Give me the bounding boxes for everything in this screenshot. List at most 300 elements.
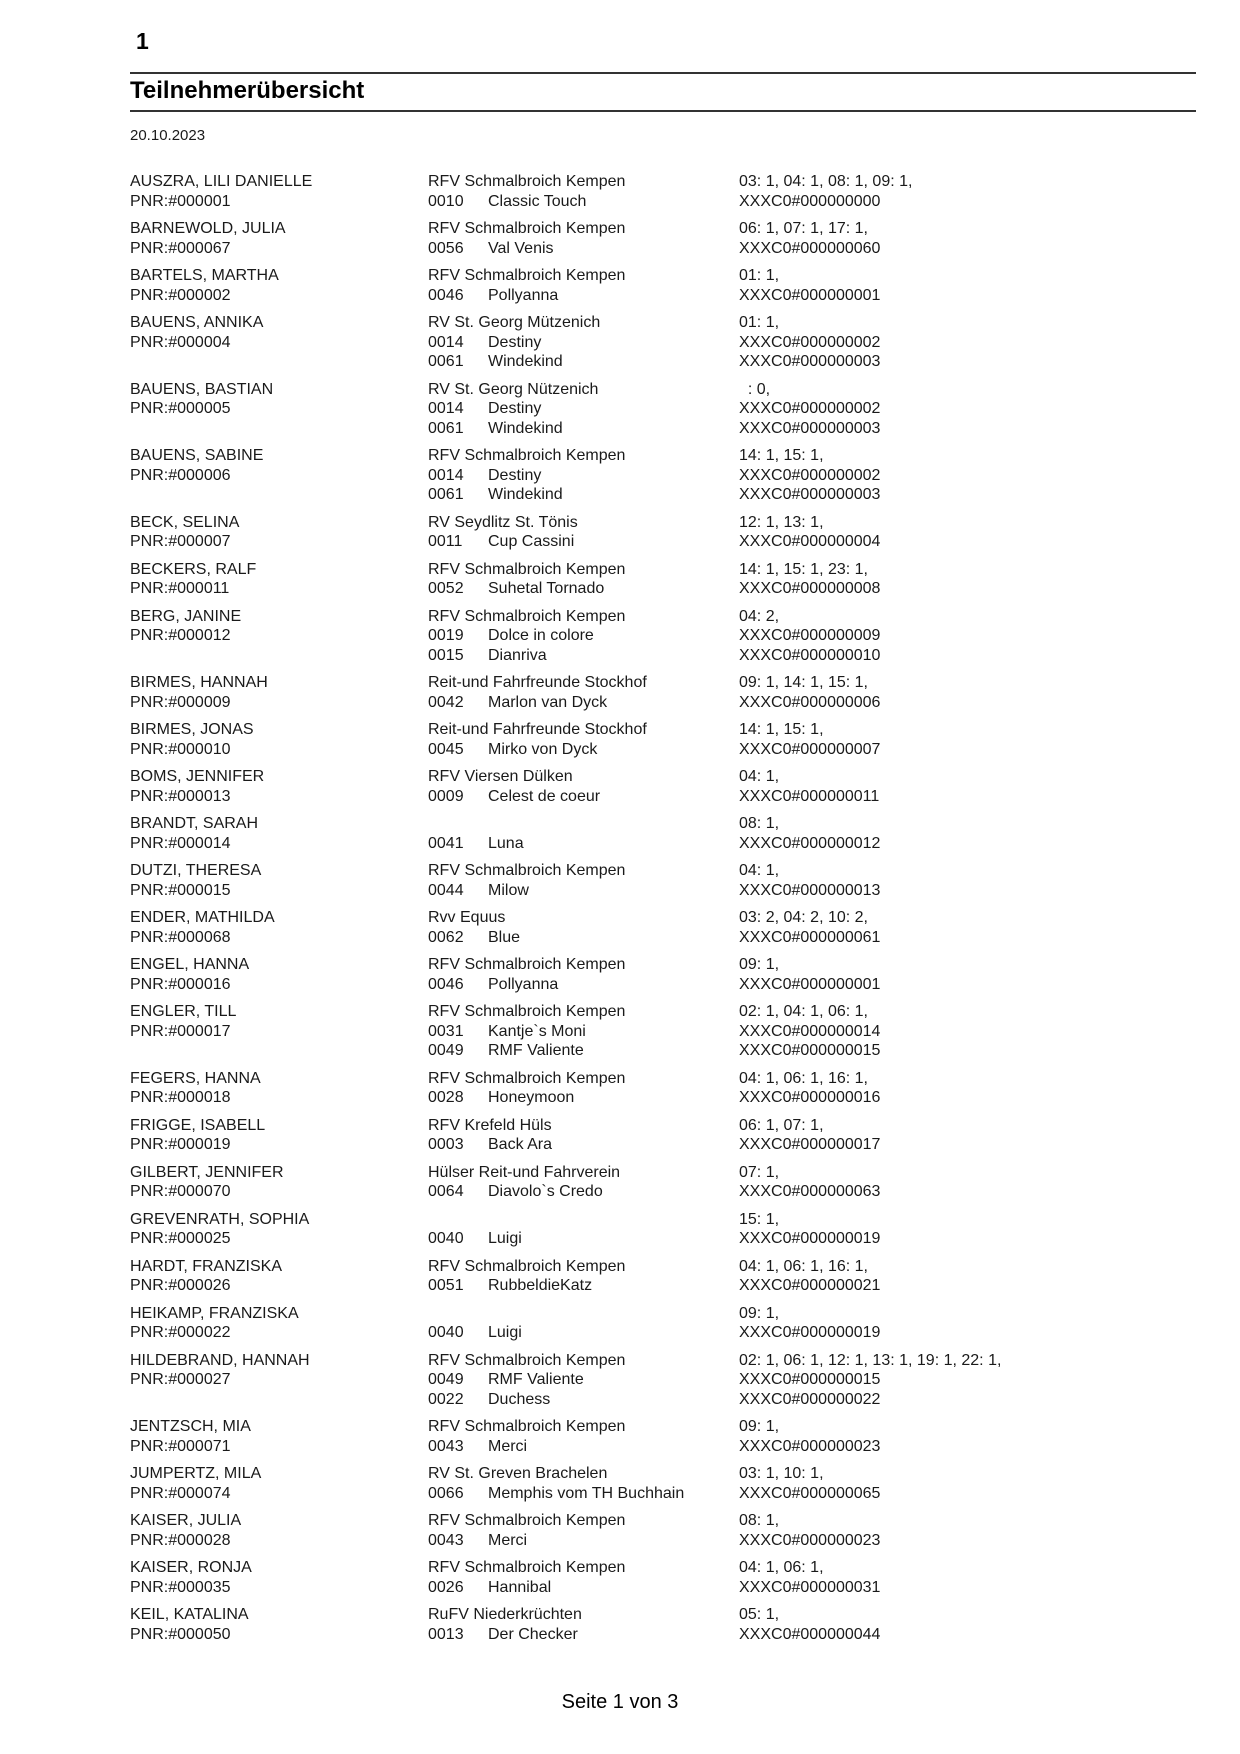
- participant-pnr: PNR:#000025: [130, 1230, 231, 1247]
- horse-code: XXXC0#000000015: [739, 1042, 881, 1059]
- club-horse-column: [428, 1511, 739, 1550]
- horse-number: 0011: [428, 533, 463, 550]
- horse-name: Kantje`s Moni: [488, 1022, 586, 1040]
- horse-row: [428, 532, 739, 552]
- class-code-column: [739, 1257, 1196, 1296]
- club-horse-column: [428, 380, 739, 439]
- participant-pnr: PNR:#000007: [130, 533, 231, 550]
- club-name: RFV Krefeld Hüls: [428, 1116, 552, 1134]
- horse-number: 0051: [428, 1277, 464, 1294]
- participant-pnr: PNR:#000035: [130, 1578, 231, 1596]
- club-horse-column: [428, 172, 739, 211]
- participant-name: GREVENRATH, SOPHIA: [130, 1210, 310, 1228]
- horse-code: XXXC0#000000003: [739, 486, 881, 503]
- horse-number: 0061: [428, 486, 464, 503]
- class-code-column: [739, 1351, 1196, 1410]
- horse-row: [428, 1390, 739, 1410]
- horse-row: [428, 928, 739, 948]
- participant-entry: [130, 1464, 1196, 1503]
- class-code-column: [739, 1511, 1196, 1550]
- class-code-column: [739, 1304, 1196, 1343]
- horse-number: 0061: [428, 419, 464, 437]
- participant-entry: [130, 1511, 1196, 1550]
- horse-row: [428, 834, 739, 854]
- participant-name: BECKERS, RALF: [130, 560, 257, 578]
- horse-name: Cup Cassini: [488, 533, 575, 550]
- club-name: RFV Viersen Dülken: [428, 768, 573, 785]
- horse-name: RubbeldieKatz: [488, 1277, 593, 1294]
- club-name: RFV Schmalbroich Kempen: [428, 862, 626, 879]
- club-name: RFV Schmalbroich Kempen: [428, 1351, 626, 1369]
- horse-row: [428, 1276, 739, 1296]
- class-entries: 12: 1, 13: 1,: [739, 513, 824, 531]
- club-name: Rvv Equus: [428, 909, 506, 926]
- horse-row: [428, 1323, 739, 1343]
- club-name: RFV Schmalbroich Kempen: [428, 1069, 626, 1087]
- page-footer: Seite 1 von 3: [561, 1691, 679, 1713]
- horse-code: XXXC0#000000002: [739, 400, 881, 417]
- horse-code: XXXC0#000000001: [739, 286, 881, 304]
- horse-number: 0061: [428, 353, 464, 370]
- horse-row: [428, 485, 739, 505]
- club-horse-column: [428, 1069, 739, 1108]
- horse-code: XXXC0#000000004: [739, 533, 881, 550]
- horse-code: XXXC0#000000012: [739, 834, 881, 852]
- participant-pnr: PNR:#000011: [130, 580, 230, 597]
- participant-name: ENGLER, TILL: [130, 1003, 237, 1020]
- horse-name: Luigi: [488, 1230, 522, 1247]
- horse-code: XXXC0#000000019: [739, 1230, 881, 1247]
- horse-row: [428, 333, 739, 353]
- participant-column: [130, 1558, 428, 1597]
- horse-code: XXXC0#000000006: [739, 693, 881, 711]
- horse-name: Mirko von Dyck: [488, 740, 598, 758]
- class-entries: 04: 1, 06: 1, 16: 1,: [739, 1069, 868, 1087]
- class-code-column: [739, 607, 1196, 666]
- horse-name: Marlon van Dyck: [488, 693, 608, 711]
- participant-name: GILBERT, JENNIFER: [130, 1163, 284, 1181]
- horse-code: XXXC0#000000007: [739, 740, 881, 758]
- club-horse-column: [428, 814, 739, 853]
- horse-code: XXXC0#000000016: [739, 1089, 881, 1106]
- participant-name: KAISER, JULIA: [130, 1512, 242, 1529]
- class-code-column: [739, 266, 1196, 305]
- horse-number: 0010: [428, 192, 464, 210]
- participant-name: FRIGGE, ISABELL: [130, 1116, 266, 1134]
- participant-name: BRANDT, SARAH: [130, 815, 259, 832]
- participant-column: [130, 1351, 428, 1410]
- horse-code: XXXC0#000000023: [739, 1531, 881, 1549]
- participant-column: [130, 560, 428, 599]
- class-code-column: [739, 673, 1196, 712]
- horse-name: Classic Touch: [488, 192, 587, 210]
- participant-name: BIRMES, HANNAH: [130, 674, 268, 691]
- club-horse-column: [428, 1417, 739, 1456]
- horse-name: Milow: [488, 881, 529, 899]
- horse-row: [428, 419, 739, 439]
- participant-pnr: PNR:#000070: [130, 1183, 231, 1200]
- class-entries: 09: 1,: [739, 1418, 780, 1435]
- participant-pnr: PNR:#000017: [130, 1022, 231, 1040]
- class-code-column: [739, 814, 1196, 853]
- horse-row: [428, 286, 739, 306]
- horse-code: XXXC0#000000061: [739, 928, 881, 946]
- horse-number: 0043: [428, 1437, 464, 1455]
- class-code-column: [739, 313, 1196, 372]
- participant-entry: [130, 720, 1196, 759]
- club-name: [428, 814, 739, 834]
- horse-name: Destiny: [488, 333, 542, 351]
- horse-row: [428, 1437, 739, 1457]
- class-entries: 14: 1, 15: 1, 23: 1,: [739, 560, 868, 578]
- horse-number: 0042: [428, 693, 464, 711]
- horse-number: 0022: [428, 1390, 464, 1408]
- class-code-column: [739, 172, 1196, 211]
- horse-number: 0064: [428, 1183, 464, 1200]
- horse-row: [428, 1135, 739, 1155]
- horse-code: XXXC0#000000063: [739, 1183, 881, 1200]
- page-number: 1: [136, 28, 149, 54]
- horse-row: [428, 579, 739, 599]
- horse-code: XXXC0#000000010: [739, 646, 881, 664]
- horse-name: Luna: [488, 834, 524, 852]
- horse-row: [428, 1484, 739, 1504]
- horse-number: 0040: [428, 1230, 464, 1247]
- class-code-column: [739, 1558, 1196, 1597]
- club-name: RFV Schmalbroich Kempen: [428, 173, 626, 190]
- horse-row: [428, 399, 739, 419]
- horse-name: Suhetal Tornado: [488, 580, 605, 597]
- club-horse-column: [428, 673, 739, 712]
- club-name: Reit-und Fahrfreunde Stockhof: [428, 721, 647, 738]
- club-name: RFV Schmalbroich Kempen: [428, 267, 626, 284]
- club-name: RFV Schmalbroich Kempen: [428, 607, 626, 625]
- participant-pnr: PNR:#000018: [130, 1089, 231, 1106]
- participant-entry: [130, 1069, 1196, 1108]
- horse-code: XXXC0#000000023: [739, 1437, 881, 1455]
- participant-pnr: PNR:#000026: [130, 1277, 231, 1294]
- horse-name: Merci: [488, 1437, 528, 1455]
- club-name: RFV Schmalbroich Kempen: [428, 220, 626, 237]
- participant-pnr: PNR:#000015: [130, 881, 231, 899]
- horse-number: 0040: [428, 1324, 464, 1341]
- class-entries: : 0,: [739, 380, 771, 398]
- participant-entry: [130, 673, 1196, 712]
- horse-name: Blue: [488, 928, 521, 946]
- participant-pnr: PNR:#000005: [130, 400, 231, 417]
- horse-number: 0015: [428, 646, 464, 664]
- participant-pnr: PNR:#000014: [130, 834, 231, 852]
- participant-column: [130, 814, 428, 853]
- horse-name: Diavolo`s Credo: [488, 1183, 603, 1200]
- horse-code: XXXC0#000000002: [739, 466, 881, 484]
- participant-pnr: PNR:#000022: [130, 1324, 231, 1341]
- club-horse-column: [428, 446, 739, 505]
- participant-name: JUMPERTZ, MILA: [130, 1465, 262, 1482]
- horse-name: Celest de coeur: [488, 787, 601, 805]
- club-horse-column: [428, 560, 739, 599]
- class-entries: 09: 1, 14: 1, 15: 1,: [739, 674, 868, 691]
- horse-code: XXXC0#000000014: [739, 1022, 881, 1040]
- participant-column: [130, 861, 428, 900]
- participant-entry: [130, 172, 1196, 211]
- club-name: RFV Schmalbroich Kempen: [428, 1003, 626, 1020]
- class-code-column: [739, 446, 1196, 505]
- participant-name: BOMS, JENNIFER: [130, 768, 265, 785]
- horse-number: 0026: [428, 1578, 464, 1596]
- club-name: RV St. Georg Nützenich: [428, 380, 599, 398]
- horse-code: XXXC0#000000001: [739, 975, 881, 993]
- horse-row: [428, 646, 739, 666]
- participant-name: BARNEWOLD, JULIA: [130, 220, 286, 237]
- participant-entry: [130, 861, 1196, 900]
- class-entries: 08: 1,: [739, 1512, 780, 1529]
- class-code-column: [739, 955, 1196, 994]
- class-code-column: [739, 380, 1196, 439]
- horse-number: 0019: [428, 627, 464, 644]
- horse-row: [428, 1022, 739, 1042]
- class-entries: 04: 1,: [739, 768, 780, 785]
- participant-column: [130, 607, 428, 666]
- horse-row: [428, 239, 739, 259]
- participant-name: BAUENS, BASTIAN: [130, 380, 274, 398]
- horse-code: XXXC0#000000022: [739, 1390, 881, 1408]
- club-horse-column: [428, 1002, 739, 1061]
- participant-pnr: PNR:#000013: [130, 787, 231, 805]
- horse-name: Duchess: [488, 1390, 551, 1408]
- class-code-column: [739, 1210, 1196, 1249]
- club-name: RFV Schmalbroich Kempen: [428, 560, 626, 578]
- horse-name: Memphis vom TH Buchhain: [488, 1484, 685, 1502]
- participant-column: [130, 955, 428, 994]
- horse-name: Pollyanna: [488, 975, 559, 993]
- participant-entry: [130, 513, 1196, 552]
- horse-code: XXXC0#000000021: [739, 1277, 881, 1294]
- horse-name: Honeymoon: [488, 1089, 575, 1106]
- class-entries: 05: 1,: [739, 1606, 780, 1623]
- participant-column: [130, 313, 428, 372]
- participant-pnr: PNR:#000019: [130, 1136, 231, 1153]
- class-code-column: [739, 219, 1196, 258]
- club-horse-column: [428, 313, 739, 372]
- participant-column: [130, 513, 428, 552]
- horse-row: [428, 1088, 739, 1108]
- horse-row: [428, 693, 739, 713]
- participant-pnr: PNR:#000010: [130, 740, 231, 758]
- horse-name: Der Checker: [488, 1625, 578, 1643]
- participant-entry: [130, 380, 1196, 439]
- participant-pnr: PNR:#000004: [130, 333, 231, 351]
- club-name: RV St. Greven Brachelen: [428, 1465, 608, 1482]
- participant-entry: [130, 560, 1196, 599]
- participant-entry: [130, 767, 1196, 806]
- club-name: Hülser Reit-und Fahrverein: [428, 1163, 621, 1181]
- class-entries: 01: 1,: [739, 314, 780, 331]
- horse-name: Destiny: [488, 466, 542, 484]
- club-name: RFV Schmalbroich Kempen: [428, 1559, 626, 1576]
- participant-entry: [130, 1163, 1196, 1202]
- club-name: RV Seydlitz St. Tönis: [428, 513, 578, 531]
- horse-code: XXXC0#000000003: [739, 419, 881, 437]
- horse-name: Hannibal: [488, 1578, 552, 1596]
- class-code-column: [739, 1069, 1196, 1108]
- club-horse-column: [428, 1464, 739, 1503]
- horse-name: RMF Valiente: [488, 1042, 584, 1059]
- class-code-column: [739, 1605, 1196, 1644]
- horse-code: XXXC0#000000013: [739, 881, 881, 899]
- participant-pnr: PNR:#000067: [130, 239, 231, 257]
- horse-code: XXXC0#000000019: [739, 1324, 881, 1341]
- horse-number: 0043: [428, 1531, 464, 1549]
- header-bottom-rule: [130, 110, 1196, 112]
- participant-name: ENDER, MATHILDA: [130, 909, 275, 926]
- class-code-column: [739, 1163, 1196, 1202]
- horse-code: XXXC0#000000017: [739, 1136, 881, 1153]
- horse-number: 0003: [428, 1136, 464, 1153]
- horse-number: 0049: [428, 1042, 464, 1059]
- class-entries: 03: 2, 04: 2, 10: 2,: [739, 909, 868, 926]
- participant-pnr: PNR:#000028: [130, 1531, 231, 1549]
- class-code-column: [739, 1002, 1196, 1061]
- class-entries: 03: 1, 04: 1, 08: 1, 09: 1,: [739, 173, 913, 190]
- horse-number: 0041: [428, 834, 464, 852]
- horse-name: Windekind: [488, 486, 563, 503]
- participant-column: [130, 720, 428, 759]
- class-code-column: [739, 720, 1196, 759]
- club-name: RFV Schmalbroich Kempen: [428, 1512, 626, 1529]
- club-name: RFV Schmalbroich Kempen: [428, 956, 626, 973]
- club-name: RFV Schmalbroich Kempen: [428, 1257, 626, 1275]
- participant-pnr: PNR:#000016: [130, 975, 231, 993]
- participant-name: ENGEL, HANNA: [130, 956, 250, 973]
- club-horse-column: [428, 861, 739, 900]
- participant-entry: [130, 607, 1196, 666]
- club-name: [428, 1210, 739, 1230]
- club-name: RFV Schmalbroich Kempen: [428, 447, 626, 464]
- participant-entry: [130, 1257, 1196, 1296]
- class-entries: 09: 1,: [739, 1304, 780, 1322]
- participant-column: [130, 266, 428, 305]
- participant-column: [130, 219, 428, 258]
- club-horse-column: [428, 1351, 739, 1410]
- horse-row: [428, 352, 739, 372]
- class-entries: 15: 1,: [739, 1210, 780, 1228]
- horse-row: [428, 787, 739, 807]
- club-name: RFV Schmalbroich Kempen: [428, 1418, 626, 1435]
- club-horse-column: [428, 955, 739, 994]
- participant-pnr: PNR:#000071: [130, 1437, 231, 1455]
- participant-name: BECK, SELINA: [130, 513, 240, 531]
- class-code-column: [739, 1116, 1196, 1155]
- participant-name: HARDT, FRANZISKA: [130, 1257, 283, 1275]
- participant-column: [130, 767, 428, 806]
- horse-name: Destiny: [488, 400, 542, 417]
- participant-entry: [130, 814, 1196, 853]
- participant-column: [130, 1002, 428, 1061]
- horse-code: XXXC0#000000015: [739, 1371, 881, 1388]
- horse-row: [428, 975, 739, 995]
- page-title: Teilnehmerübersicht: [130, 77, 365, 104]
- horse-name: Val Venis: [488, 239, 554, 257]
- class-entries: 14: 1, 15: 1,: [739, 721, 824, 738]
- club-horse-column: [428, 1304, 739, 1343]
- club-name: RuFV Niederkrüchten: [428, 1606, 582, 1623]
- participant-column: [130, 1511, 428, 1550]
- horse-number: 0056: [428, 239, 464, 257]
- class-entries: 04: 1, 06: 1, 16: 1,: [739, 1257, 868, 1275]
- participant-entry: [130, 313, 1196, 372]
- participant-column: [130, 673, 428, 712]
- participant-pnr: PNR:#000074: [130, 1484, 231, 1502]
- horse-code: XXXC0#000000002: [739, 333, 881, 351]
- horse-name: Merci: [488, 1531, 528, 1549]
- participant-column: [130, 380, 428, 439]
- horse-name: Windekind: [488, 419, 563, 437]
- class-entries: 06: 1, 07: 1, 17: 1,: [739, 220, 868, 237]
- participant-name: AUSZRA, LILI DANIELLE: [130, 173, 313, 190]
- participant-column: [130, 1116, 428, 1155]
- horse-name: Luigi: [488, 1324, 522, 1341]
- horse-row: [428, 626, 739, 646]
- horse-code: XXXC0#000000031: [739, 1578, 881, 1596]
- horse-row: [428, 1625, 739, 1645]
- horse-name: Dianriva: [488, 646, 547, 664]
- participant-entry: [130, 1605, 1196, 1644]
- class-entries: 04: 1,: [739, 862, 780, 879]
- participant-pnr: PNR:#000050: [130, 1625, 231, 1643]
- participant-pnr: PNR:#000012: [130, 627, 231, 644]
- horse-code: XXXC0#000000003: [739, 353, 881, 370]
- participant-entry: [130, 266, 1196, 305]
- participant-entry: [130, 219, 1196, 258]
- participant-name: BAUENS, SABINE: [130, 447, 264, 464]
- participant-entry: [130, 1558, 1196, 1597]
- horse-row: [428, 1182, 739, 1202]
- horse-number: 0028: [428, 1089, 464, 1106]
- class-entries: 02: 1, 04: 1, 06: 1,: [739, 1003, 868, 1020]
- participant-pnr: PNR:#000002: [130, 286, 231, 304]
- horse-name: Pollyanna: [488, 286, 559, 304]
- horse-code: XXXC0#000000008: [739, 580, 881, 597]
- participant-column: [130, 1605, 428, 1644]
- club-horse-column: [428, 908, 739, 947]
- participant-name: HILDEBRAND, HANNAH: [130, 1351, 310, 1369]
- horse-row: [428, 881, 739, 901]
- club-horse-column: [428, 219, 739, 258]
- club-horse-column: [428, 720, 739, 759]
- club-horse-column: [428, 1605, 739, 1644]
- participant-column: [130, 1417, 428, 1456]
- club-horse-column: [428, 767, 739, 806]
- class-entries: 03: 1, 10: 1,: [739, 1465, 824, 1482]
- horse-number: 0062: [428, 928, 464, 946]
- club-name: [428, 1304, 739, 1324]
- horse-row: [428, 466, 739, 486]
- participant-column: [130, 1257, 428, 1296]
- horse-code: XXXC0#000000044: [739, 1625, 881, 1643]
- class-entries: 06: 1, 07: 1,: [739, 1116, 824, 1134]
- horse-code: XXXC0#000000009: [739, 627, 881, 644]
- header-top-rule: [130, 72, 1196, 74]
- class-code-column: [739, 908, 1196, 947]
- club-horse-column: [428, 1558, 739, 1597]
- club-horse-column: [428, 266, 739, 305]
- participant-name: BAUENS, ANNIKA: [130, 314, 264, 331]
- participant-name: KEIL, KATALINA: [130, 1606, 249, 1623]
- horse-number: 0009: [428, 787, 464, 805]
- horse-row: [428, 1370, 739, 1390]
- horse-name: Windekind: [488, 353, 563, 370]
